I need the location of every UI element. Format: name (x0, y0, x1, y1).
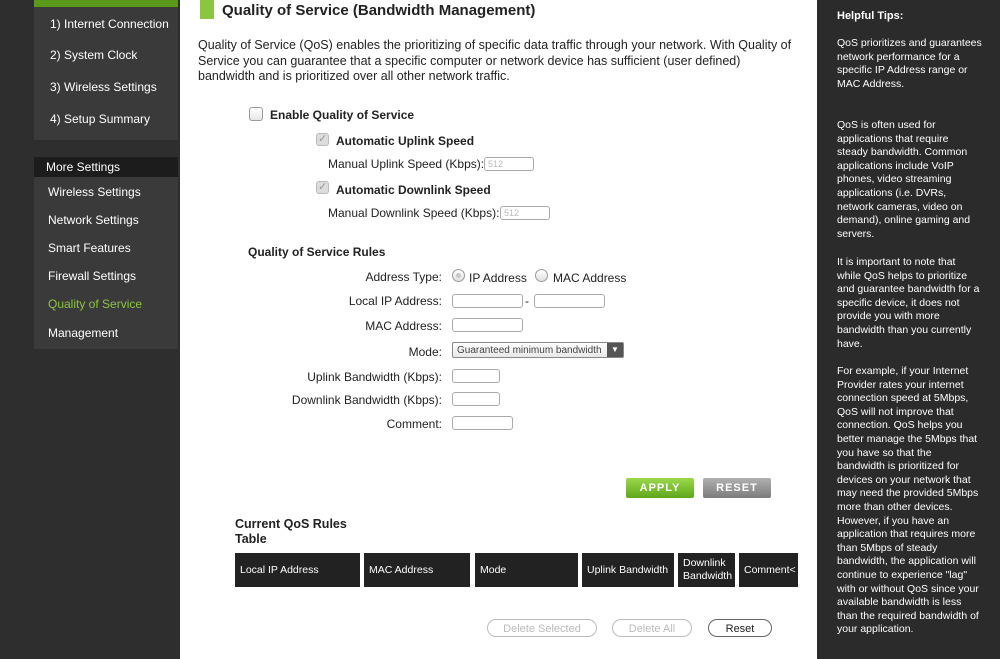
sidebar-item-wireless-settings[interactable]: Wireless Settings (48, 185, 141, 199)
setup-panel-accent (34, 0, 178, 7)
auto-uplink-label: Automatic Uplink Speed (336, 134, 475, 148)
auto-downlink-checkbox[interactable] (316, 181, 329, 194)
manual-uplink-label: Manual Uplink Speed (Kbps): (328, 157, 485, 171)
page-title: Quality of Service (Bandwidth Management) (222, 2, 536, 19)
sidebar (0, 0, 180, 659)
helpful-tips-title: Helpful Tips: (837, 10, 904, 22)
sidebar-item-internet-connection[interactable]: 1) Internet Connection (50, 17, 169, 31)
title-accent-bar (200, 0, 214, 19)
uplink-bandwidth-label: Uplink Bandwidth (Kbps): (307, 370, 442, 384)
ip-address-radio[interactable] (452, 269, 465, 282)
reset-button[interactable]: RESET (703, 478, 771, 498)
apply-button[interactable]: APPLY (626, 478, 694, 498)
delete-all-button[interactable]: Delete All (612, 619, 692, 637)
delete-selected-button[interactable]: Delete Selected (487, 619, 597, 637)
enable-qos-label: Enable Quality of Service (270, 108, 415, 122)
sidebar-item-network-settings[interactable]: Network Settings (48, 213, 139, 227)
intro-text: Quality of Service (QoS) enables the prioritizing of specific data traffic through your network. With Quality of Service you can guarantee that a specific computer or network device has sufficient (user defined) bandwidth and is prioritized over all other network traffic. (198, 38, 792, 83)
ip-range-separator: - (525, 294, 529, 308)
address-type-label: Address Type: (365, 270, 442, 284)
sidebar-item-wireless-settings-setup[interactable]: 3) Wireless Settings (50, 80, 157, 94)
more-settings-header (34, 157, 178, 177)
local-ip-label: Local IP Address: (348, 294, 442, 308)
column-comment[interactable]: Comment< (739, 553, 798, 587)
auto-uplink-checkbox[interactable] (316, 133, 329, 146)
uplink-bandwidth-input[interactable] (452, 369, 500, 383)
qos-rules-heading: Quality of Service Rules (248, 245, 386, 259)
mode-select-value: Guaranteed minimum bandwidth (457, 345, 602, 356)
downlink-bandwidth-input[interactable] (452, 392, 500, 406)
comment-label: Comment: (386, 417, 442, 431)
more-settings-label: More Settings (46, 160, 121, 174)
sidebar-item-quality-of-service[interactable]: Quality of Service (48, 297, 143, 311)
ip-address-option-label: IP Address (469, 271, 527, 285)
comment-input[interactable] (452, 416, 513, 430)
mac-address-label: MAC Address: (365, 319, 442, 333)
more-settings-panel (34, 177, 178, 349)
mac-address-option-label: MAC Address (553, 271, 627, 285)
dropdown-arrow-icon: ▼ (607, 343, 623, 357)
mac-address-radio[interactable] (535, 269, 548, 282)
mode-select[interactable] (452, 342, 624, 358)
table-reset-button[interactable]: Reset (708, 619, 772, 637)
column-mode[interactable]: Mode (475, 553, 578, 587)
column-mac-address[interactable]: MAC Address (364, 553, 470, 587)
tip-paragraph: For example, if your Internet Provider rates your internet connection speed at 5Mbps, QoS will not improve that connection. QoS helps you better manage the 5Mbps that you have so that the bandwidth is prioritized for devices on your network that may need the provided 5Mbps more than other devices. However, if you have an application that requires more than 5Mbps of steady bandwidth, the application will continue to experience "lag" with or without QoS since your available bandwidth is less than the required bandwidth of your application. (837, 365, 979, 636)
column-downlink-line2: Bandwidth (683, 570, 733, 582)
auto-downlink-label: Automatic Downlink Speed (336, 183, 491, 197)
mac-address-input[interactable] (452, 318, 523, 332)
downlink-bandwidth-label: Downlink Bandwidth (Kbps): (291, 393, 442, 407)
current-rules-title (235, 517, 347, 547)
column-local-ip[interactable]: Local IP Address (235, 553, 360, 587)
local-ip-end-input[interactable] (534, 294, 605, 308)
column-uplink-bandwidth[interactable]: Uplink Bandwidth (582, 553, 674, 587)
tip-paragraph: QoS is often used for applications that require steady bandwidth. Common applications include VoIP phones, video streaming applications (i.e. DVRs, network cameras, video on demand), online gaming and servers. (837, 119, 971, 240)
tip-paragraph: QoS prioritizes and guarantees network performance for a specific IP Address range or MAC Address. (837, 37, 982, 90)
tip-paragraph: It is important to note that while QoS helps to prioritize and guarantee bandwidth for a specific device, it does not provide you with more bandwidth than you currently have. (837, 256, 980, 350)
manual-downlink-label: Manual Downlink Speed (Kbps): (328, 206, 500, 220)
enable-qos-checkbox[interactable] (249, 107, 263, 121)
sidebar-item-firewall-settings[interactable]: Firewall Settings (48, 269, 137, 283)
column-downlink-line1: Downlink (683, 557, 726, 569)
sidebar-item-management[interactable]: Management (48, 326, 119, 340)
mode-label: Mode: (408, 345, 442, 359)
manual-downlink-input[interactable]: 512 (500, 206, 550, 220)
local-ip-start-input[interactable] (452, 294, 523, 308)
column-downlink-bandwidth[interactable] (678, 553, 735, 587)
sidebar-item-system-clock[interactable]: 2) System Clock (50, 48, 138, 62)
current-rules-title-line2: Table (235, 532, 267, 546)
sidebar-item-smart-features[interactable]: Smart Features (48, 241, 131, 255)
current-rules-title-line1: Current QoS Rules (235, 517, 347, 531)
manual-uplink-input[interactable]: 512 (484, 157, 534, 171)
sidebar-item-setup-summary[interactable]: 4) Setup Summary (50, 112, 151, 126)
